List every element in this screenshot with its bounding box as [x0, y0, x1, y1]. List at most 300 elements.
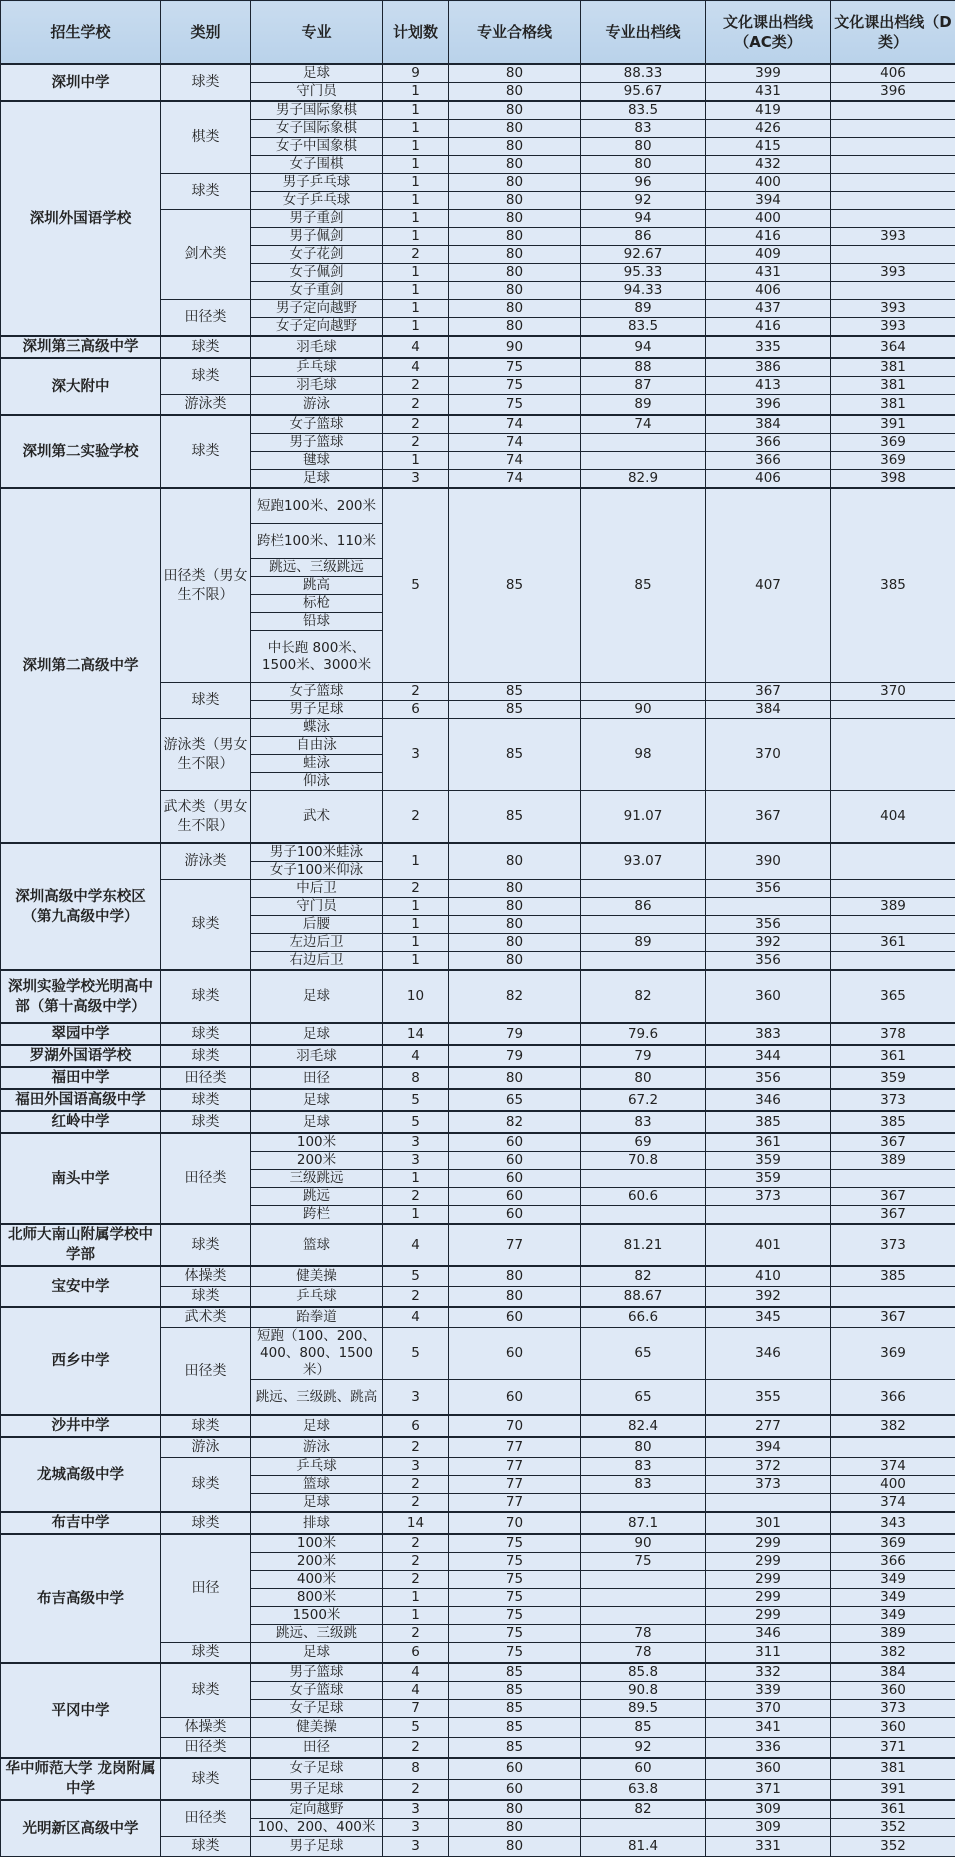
professional-cutoff-cell: 90	[581, 701, 706, 719]
category-cell: 球类	[161, 1089, 251, 1111]
major-cell: 男子足球	[251, 701, 383, 719]
plan-count-cell: 1	[383, 174, 449, 192]
qualifying-line-cell: 90	[449, 336, 581, 358]
plan-count-cell: 2	[383, 415, 449, 434]
major-cell: 跨栏100米、110米	[251, 524, 383, 559]
culture-cutoff-ac-cell: 332	[706, 1663, 831, 1682]
qualifying-line-cell: 80	[449, 1837, 581, 1857]
plan-count-cell: 6	[383, 1643, 449, 1664]
major-cell: 游泳	[251, 395, 383, 416]
culture-cutoff-d-cell: 360	[831, 1682, 955, 1700]
category-cell: 球类	[161, 1837, 251, 1857]
plan-count-cell: 14	[383, 1023, 449, 1045]
major-cell: 男子重剑	[251, 210, 383, 228]
major-cell: 游泳	[251, 1437, 383, 1458]
professional-cutoff-cell: 83	[581, 1458, 706, 1476]
table-row	[1, 64, 955, 83]
school-name-cell: 深圳中学	[1, 64, 161, 101]
plan-count-cell: 2	[383, 1188, 449, 1206]
category-cell: 武术类（男女生不限）	[161, 791, 251, 844]
major-cell: 乒乓球	[251, 1287, 383, 1308]
category-cell: 球类	[161, 1663, 251, 1718]
plan-count-cell: 3	[383, 470, 449, 489]
major-cell: 排球	[251, 1512, 383, 1534]
professional-cutoff-cell: 87	[581, 377, 706, 395]
category-cell: 田径类	[161, 1328, 251, 1416]
major-cell: 跆拳道	[251, 1307, 383, 1328]
culture-cutoff-d-cell: 374	[831, 1494, 955, 1513]
qualifying-line-cell: 80	[449, 898, 581, 916]
table-row	[1, 1437, 955, 1458]
table-row	[1, 1089, 955, 1111]
professional-cutoff-cell: 80	[581, 138, 706, 156]
culture-cutoff-ac-cell: 345	[706, 1307, 831, 1328]
major-cell: 篮球	[251, 1476, 383, 1494]
culture-cutoff-ac-cell: 356	[706, 916, 831, 934]
plan-count-cell: 2	[383, 246, 449, 264]
culture-cutoff-d-cell: 373	[831, 1700, 955, 1718]
plan-count-cell: 2	[383, 1625, 449, 1643]
major-cell: 足球	[251, 470, 383, 489]
qualifying-line-cell: 65	[449, 1089, 581, 1111]
qualifying-line-cell: 60	[449, 1133, 581, 1152]
qualifying-line-cell: 77	[449, 1224, 581, 1266]
plan-count-cell: 1	[383, 83, 449, 102]
major-cell: 女子重剑	[251, 282, 383, 300]
plan-count-cell: 3	[383, 1152, 449, 1170]
qualifying-line-cell: 80	[449, 228, 581, 246]
major-cell: 自由泳	[251, 737, 383, 755]
plan-count-cell: 1	[383, 1170, 449, 1188]
professional-cutoff-cell: 66.6	[581, 1307, 706, 1328]
culture-cutoff-d-cell	[831, 1437, 955, 1458]
plan-count-cell: 4	[383, 1224, 449, 1266]
category-cell: 球类	[161, 1758, 251, 1800]
professional-cutoff-cell: 89	[581, 395, 706, 416]
plan-count-cell: 4	[383, 1682, 449, 1700]
major-cell: 女子篮球	[251, 1682, 383, 1700]
plan-count-cell: 2	[383, 1494, 449, 1513]
culture-cutoff-d-cell: 391	[831, 1779, 955, 1800]
plan-count-cell: 2	[383, 791, 449, 844]
header-major: 专业	[251, 1, 383, 65]
school-name-cell: 罗湖外国语学校	[1, 1045, 161, 1067]
school-name-cell: 布吉中学	[1, 1512, 161, 1534]
culture-cutoff-ac-cell: 299	[706, 1553, 831, 1571]
professional-cutoff-cell: 79	[581, 1045, 706, 1067]
major-cell: 健美操	[251, 1266, 383, 1287]
culture-cutoff-ac-cell: 401	[706, 1224, 831, 1266]
major-cell: 跳远、三级跳远	[251, 559, 383, 577]
major-cell: 女子佩剑	[251, 264, 383, 282]
category-cell: 田径类	[161, 1067, 251, 1089]
qualifying-line-cell: 75	[449, 358, 581, 377]
professional-cutoff-cell: 87.1	[581, 1512, 706, 1534]
culture-cutoff-d-cell: 374	[831, 1458, 955, 1476]
professional-cutoff-cell	[581, 880, 706, 898]
qualifying-line-cell: 79	[449, 1045, 581, 1067]
culture-cutoff-d-cell: 369	[831, 1534, 955, 1553]
professional-cutoff-cell: 78	[581, 1625, 706, 1643]
culture-cutoff-d-cell: 343	[831, 1512, 955, 1534]
plan-count-cell: 3	[383, 719, 449, 791]
table-row	[1, 970, 955, 1023]
culture-cutoff-ac-cell: 299	[706, 1589, 831, 1607]
major-cell: 足球	[251, 64, 383, 83]
professional-cutoff-cell	[581, 1589, 706, 1607]
plan-count-cell: 2	[383, 1287, 449, 1308]
qualifying-line-cell: 60	[449, 1758, 581, 1779]
table-row	[1, 1307, 955, 1328]
culture-cutoff-ac-cell: 335	[706, 336, 831, 358]
qualifying-line-cell: 75	[449, 395, 581, 416]
qualifying-line-cell: 80	[449, 101, 581, 120]
culture-cutoff-ac-cell: 410	[706, 1266, 831, 1287]
plan-count-cell: 4	[383, 336, 449, 358]
culture-cutoff-d-cell: 381	[831, 1758, 955, 1779]
culture-cutoff-d-cell: 396	[831, 83, 955, 102]
plan-count-cell: 5	[383, 1266, 449, 1287]
culture-cutoff-d-cell: 364	[831, 336, 955, 358]
professional-cutoff-cell: 83.5	[581, 101, 706, 120]
culture-cutoff-d-cell: 384	[831, 1663, 955, 1682]
culture-cutoff-d-cell: 381	[831, 395, 955, 416]
culture-cutoff-ac-cell: 384	[706, 415, 831, 434]
major-cell: 跳远、三级跳	[251, 1625, 383, 1643]
culture-cutoff-d-cell: 369	[831, 434, 955, 452]
qualifying-line-cell: 77	[449, 1476, 581, 1494]
culture-cutoff-d-cell: 360	[831, 1718, 955, 1738]
category-cell: 球类	[161, 970, 251, 1023]
category-cell: 游泳	[161, 1437, 251, 1458]
culture-cutoff-ac-cell: 416	[706, 228, 831, 246]
table-row	[1, 1800, 955, 1819]
major-cell: 女子足球	[251, 1700, 383, 1718]
category-cell: 游泳类	[161, 843, 251, 880]
major-cell: 男子足球	[251, 1837, 383, 1857]
professional-cutoff-cell	[581, 434, 706, 452]
culture-cutoff-d-cell: 382	[831, 1415, 955, 1437]
qualifying-line-cell: 80	[449, 83, 581, 102]
plan-count-cell: 1	[383, 192, 449, 210]
major-cell: 中后卫	[251, 880, 383, 898]
culture-cutoff-ac-cell: 360	[706, 1758, 831, 1779]
major-cell: 跨栏	[251, 1206, 383, 1225]
category-cell: 球类	[161, 64, 251, 101]
professional-cutoff-cell: 91.07	[581, 791, 706, 844]
qualifying-line-cell: 80	[449, 952, 581, 971]
major-cell: 标枪	[251, 595, 383, 613]
plan-count-cell: 1	[383, 264, 449, 282]
qualifying-line-cell: 80	[449, 156, 581, 174]
major-cell: 羽毛球	[251, 1045, 383, 1067]
major-cell: 女子100米仰泳	[251, 862, 383, 880]
plan-count-cell: 1	[383, 156, 449, 174]
professional-cutoff-cell: 83.5	[581, 318, 706, 337]
major-cell: 足球	[251, 970, 383, 1023]
culture-cutoff-ac-cell: 299	[706, 1571, 831, 1589]
professional-cutoff-cell: 69	[581, 1133, 706, 1152]
plan-count-cell: 6	[383, 701, 449, 719]
school-name-cell: 红岭中学	[1, 1111, 161, 1133]
professional-cutoff-cell	[581, 1571, 706, 1589]
culture-cutoff-d-cell: 365	[831, 970, 955, 1023]
major-cell: 田径	[251, 1738, 383, 1759]
professional-cutoff-cell: 86	[581, 228, 706, 246]
culture-cutoff-ac-cell: 356	[706, 880, 831, 898]
header-culture-cutoff-ac: 文化课出档线（AC类）	[706, 1, 831, 65]
professional-cutoff-cell: 60.6	[581, 1188, 706, 1206]
culture-cutoff-ac-cell: 309	[706, 1800, 831, 1819]
plan-count-cell: 1	[383, 843, 449, 880]
major-cell: 三级跳远	[251, 1170, 383, 1188]
table-row	[1, 336, 955, 358]
plan-count-cell: 5	[383, 1089, 449, 1111]
culture-cutoff-d-cell: 389	[831, 898, 955, 916]
culture-cutoff-ac-cell: 366	[706, 452, 831, 470]
culture-cutoff-d-cell: 393	[831, 300, 955, 318]
professional-cutoff-cell: 80	[581, 1437, 706, 1458]
plan-count-cell: 4	[383, 1307, 449, 1328]
major-cell: 女子国际象棋	[251, 120, 383, 138]
school-name-cell: 深圳第二实验学校	[1, 415, 161, 488]
plan-count-cell: 4	[383, 358, 449, 377]
major-cell: 100、200、400米	[251, 1819, 383, 1837]
plan-count-cell: 4	[383, 1045, 449, 1067]
major-cell: 武术	[251, 791, 383, 844]
culture-cutoff-ac-cell: 406	[706, 282, 831, 300]
school-name-cell: 深圳外国语学校	[1, 101, 161, 336]
school-name-cell: 翠园中学	[1, 1023, 161, 1045]
qualifying-line-cell: 85	[449, 701, 581, 719]
qualifying-line-cell: 80	[449, 1800, 581, 1819]
culture-cutoff-d-cell: 389	[831, 1625, 955, 1643]
qualifying-line-cell: 82	[449, 1111, 581, 1133]
plan-count-cell: 1	[383, 282, 449, 300]
culture-cutoff-ac-cell: 432	[706, 156, 831, 174]
school-name-cell: 深圳实验学校光明高中部（第十高级中学）	[1, 970, 161, 1023]
plan-count-cell: 8	[383, 1067, 449, 1089]
qualifying-line-cell: 60	[449, 1206, 581, 1225]
table-row	[1, 1266, 955, 1287]
professional-cutoff-cell: 88	[581, 358, 706, 377]
table-row	[1, 101, 955, 120]
culture-cutoff-d-cell	[831, 174, 955, 192]
culture-cutoff-d-cell: 381	[831, 358, 955, 377]
professional-cutoff-cell: 74	[581, 415, 706, 434]
major-cell: 乒乓球	[251, 358, 383, 377]
table-row	[1, 1224, 955, 1266]
category-cell: 球类	[161, 880, 251, 971]
category-cell: 球类	[161, 1224, 251, 1266]
header-culture-cutoff-d: 文化课出档线（D类）	[831, 1, 955, 65]
culture-cutoff-ac-cell: 437	[706, 300, 831, 318]
culture-cutoff-ac-cell: 409	[706, 246, 831, 264]
professional-cutoff-cell: 67.2	[581, 1089, 706, 1111]
professional-cutoff-cell: 65	[581, 1328, 706, 1380]
plan-count-cell: 1	[383, 1589, 449, 1607]
qualifying-line-cell: 74	[449, 452, 581, 470]
table-row	[1, 1758, 955, 1779]
school-name-cell: 光明新区高级中学	[1, 1800, 161, 1857]
category-cell: 体操类	[161, 1266, 251, 1287]
category-cell: 球类	[161, 1287, 251, 1308]
table-row	[1, 1415, 955, 1437]
professional-cutoff-cell: 92	[581, 1738, 706, 1759]
culture-cutoff-ac-cell: 356	[706, 1067, 831, 1089]
culture-cutoff-d-cell: 385	[831, 488, 955, 683]
professional-cutoff-cell: 95.67	[581, 83, 706, 102]
header-qualifying-line: 专业合格线	[449, 1, 581, 65]
table-row	[1, 358, 955, 377]
culture-cutoff-d-cell	[831, 916, 955, 934]
culture-cutoff-ac-cell: 419	[706, 101, 831, 120]
culture-cutoff-ac-cell: 277	[706, 1415, 831, 1437]
major-cell: 健美操	[251, 1718, 383, 1738]
plan-count-cell: 1	[383, 952, 449, 971]
culture-cutoff-ac-cell: 400	[706, 210, 831, 228]
culture-cutoff-d-cell: 406	[831, 64, 955, 83]
category-cell: 球类	[161, 1111, 251, 1133]
qualifying-line-cell: 80	[449, 916, 581, 934]
culture-cutoff-ac-cell: 431	[706, 264, 831, 282]
professional-cutoff-cell: 85	[581, 1718, 706, 1738]
professional-cutoff-cell: 85.8	[581, 1663, 706, 1682]
major-cell: 女子足球	[251, 1758, 383, 1779]
culture-cutoff-d-cell: 393	[831, 264, 955, 282]
culture-cutoff-ac-cell: 367	[706, 683, 831, 701]
culture-cutoff-ac-cell: 346	[706, 1328, 831, 1380]
category-cell: 游泳类（男女生不限）	[161, 719, 251, 791]
professional-cutoff-cell: 86	[581, 898, 706, 916]
major-cell: 左边后卫	[251, 934, 383, 952]
culture-cutoff-ac-cell: 344	[706, 1045, 831, 1067]
qualifying-line-cell: 75	[449, 1607, 581, 1625]
category-cell: 棋类	[161, 101, 251, 174]
culture-cutoff-d-cell: 391	[831, 415, 955, 434]
header-school: 招生学校	[1, 1, 161, 65]
culture-cutoff-d-cell: 366	[831, 1553, 955, 1571]
major-cell: 羽毛球	[251, 377, 383, 395]
culture-cutoff-ac-cell: 371	[706, 1779, 831, 1800]
culture-cutoff-ac-cell: 392	[706, 1287, 831, 1308]
professional-cutoff-cell: 80	[581, 1067, 706, 1089]
qualifying-line-cell: 77	[449, 1437, 581, 1458]
major-cell: 200米	[251, 1553, 383, 1571]
culture-cutoff-ac-cell: 416	[706, 318, 831, 337]
qualifying-line-cell: 75	[449, 1625, 581, 1643]
professional-cutoff-cell: 60	[581, 1758, 706, 1779]
culture-cutoff-ac-cell: 299	[706, 1534, 831, 1553]
professional-cutoff-cell: 95.33	[581, 264, 706, 282]
category-cell: 球类	[161, 336, 251, 358]
plan-count-cell: 5	[383, 488, 449, 683]
qualifying-line-cell: 85	[449, 1663, 581, 1682]
major-cell: 100米	[251, 1133, 383, 1152]
major-cell: 足球	[251, 1089, 383, 1111]
professional-cutoff-cell	[581, 1206, 706, 1225]
culture-cutoff-ac-cell: 355	[706, 1380, 831, 1416]
culture-cutoff-d-cell	[831, 138, 955, 156]
table-row	[1, 1067, 955, 1089]
professional-cutoff-cell: 92	[581, 192, 706, 210]
major-cell: 女子围棋	[251, 156, 383, 174]
culture-cutoff-ac-cell: 341	[706, 1718, 831, 1738]
major-cell: 足球	[251, 1023, 383, 1045]
plan-count-cell: 2	[383, 1553, 449, 1571]
culture-cutoff-ac-cell: 370	[706, 1700, 831, 1718]
plan-count-cell: 2	[383, 395, 449, 416]
culture-cutoff-ac-cell: 372	[706, 1458, 831, 1476]
major-cell: 足球	[251, 1643, 383, 1664]
culture-cutoff-ac-cell: 367	[706, 791, 831, 844]
major-cell: 跳远	[251, 1188, 383, 1206]
culture-cutoff-d-cell: 367	[831, 1307, 955, 1328]
culture-cutoff-d-cell: 398	[831, 470, 955, 489]
school-name-cell: 深圳高级中学东校区（第九高级中学）	[1, 843, 161, 970]
culture-cutoff-d-cell: 361	[831, 934, 955, 952]
table-row	[1, 1045, 955, 1067]
professional-cutoff-cell	[581, 683, 706, 701]
major-cell: 足球	[251, 1111, 383, 1133]
professional-cutoff-cell: 96	[581, 174, 706, 192]
qualifying-line-cell: 70	[449, 1512, 581, 1534]
category-cell: 球类	[161, 174, 251, 210]
major-cell: 篮球	[251, 1224, 383, 1266]
plan-count-cell: 2	[383, 1738, 449, 1759]
major-cell: 后腰	[251, 916, 383, 934]
major-cell: 中长跑 800米、1500米、3000米	[251, 631, 383, 683]
major-cell: 男子100米蛙泳	[251, 843, 383, 862]
major-cell: 女子花剑	[251, 246, 383, 264]
professional-cutoff-cell: 92.67	[581, 246, 706, 264]
professional-cutoff-cell: 90.8	[581, 1682, 706, 1700]
culture-cutoff-d-cell	[831, 701, 955, 719]
professional-cutoff-cell	[581, 1819, 706, 1837]
category-cell: 游泳类	[161, 395, 251, 416]
culture-cutoff-ac-cell: 359	[706, 1170, 831, 1188]
culture-cutoff-d-cell: 373	[831, 1224, 955, 1266]
qualifying-line-cell: 80	[449, 934, 581, 952]
table-row	[1, 415, 955, 434]
plan-count-cell: 2	[383, 683, 449, 701]
culture-cutoff-d-cell: 361	[831, 1800, 955, 1819]
culture-cutoff-d-cell	[831, 282, 955, 300]
professional-cutoff-cell: 89	[581, 934, 706, 952]
major-cell: 足球	[251, 1494, 383, 1513]
major-cell: 800米	[251, 1589, 383, 1607]
table-body	[1, 64, 955, 1857]
plan-count-cell: 1	[383, 1607, 449, 1625]
professional-cutoff-cell: 63.8	[581, 1779, 706, 1800]
culture-cutoff-d-cell	[831, 1170, 955, 1188]
culture-cutoff-ac-cell: 373	[706, 1476, 831, 1494]
table-row	[1, 1512, 955, 1534]
professional-cutoff-cell: 79.6	[581, 1023, 706, 1045]
school-name-cell: 龙城高级中学	[1, 1437, 161, 1512]
professional-cutoff-cell: 94	[581, 210, 706, 228]
table-row	[1, 843, 955, 862]
major-cell: 男子国际象棋	[251, 101, 383, 120]
qualifying-line-cell: 85	[449, 683, 581, 701]
culture-cutoff-ac-cell: 385	[706, 1111, 831, 1133]
professional-cutoff-cell: 82	[581, 1800, 706, 1819]
professional-cutoff-cell: 83	[581, 1476, 706, 1494]
professional-cutoff-cell: 75	[581, 1553, 706, 1571]
professional-cutoff-cell	[581, 1607, 706, 1625]
major-cell: 男子定向越野	[251, 300, 383, 318]
qualifying-line-cell: 85	[449, 1718, 581, 1738]
